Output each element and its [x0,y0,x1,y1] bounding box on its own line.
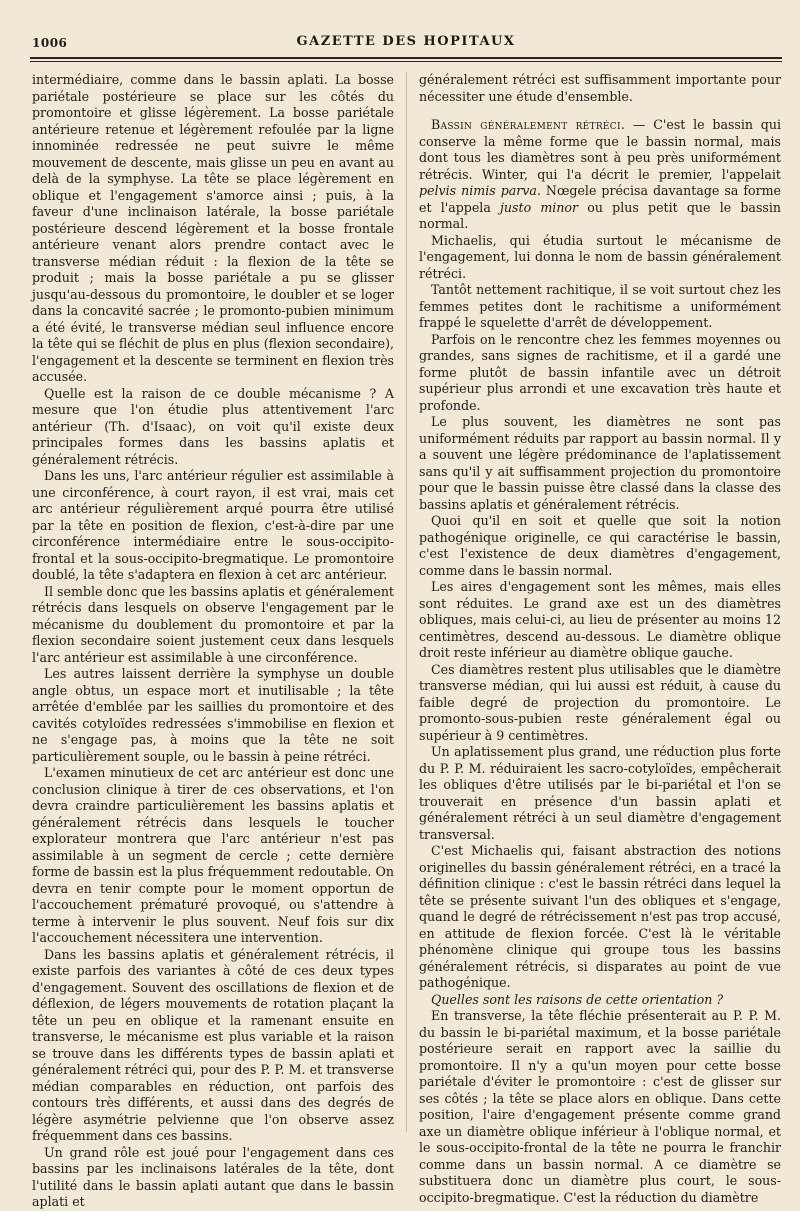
italic-question: Quelles sont les raisons de cette orientation ? [431,991,724,1007]
paragraph: Un grand rôle est joué pour l'engagement dans ces bassins par les inclinaisons latérales de la tête, dont l'utilité dans le bassin aplati autant que dans le bassin aplati et [32,1144,394,1209]
paragraph: Dans les uns, l'arc antérieur régulier est assimilable à une circonférence, à court rayon, il est vrai, mais cet arc antérieur régulièrement arqué pourra être utilisé par la tête en position de flexion, c'est-à-dire par une circonférence intermédiaire entre le sous-occipito-frontal et la sous-occipito-bregmatique. Le promontoire doublé, la tête s'adaptera en flexion à cet arc antérieur. [32,468,394,582]
journal-title: GAZETTE DES HOPITAUX [296,34,516,49]
section-heading: Bassin généralement rétréci. [431,117,626,132]
column-divider [406,72,407,1132]
header-rule-thin [30,61,782,62]
paragraph: En transverse, la tête fléchie présenterait au P. P. M. du bassin le bi-pariétal maximum, et la bosse pariétale postérieure serait en rapport avec la saillie du promontoire. Il n'y a qu'un moyen pour cette bosse pariétale d'éviter le promontoire : c'est de glisser sur ses côtés ; la tête se place alors en oblique. Dans cette position, l'aire d'engagement présente comme grand axe un diamètre oblique inférieur à l'oblique normal, et le sous-occipito-frontal de la tête ne pourra le franchir comme dans un bassin normal. A ce diamètre se substituera donc un diamètre plus court, le sous-occipito-bregmatique. C'est la réduction du diamètre [419,1008,781,1205]
paragraph: Ces diamètres restent plus utilisables que le diamètre transverse médian, qui lui aussi est réduit, à cause du faible degré de projection du promontoire. Le promonto-sous-pubien reste généralement égal ou supérieur à 9 centimètres. [419,661,781,743]
paragraph: Michaelis, qui étudia surtout le mécanisme de l'engagement, lui donna le nom de bassin généralement rétréci. [419,232,781,281]
paragraph: Quoi qu'il en soit et quelle que soit la notion pathogénique originelle, ce qui caractérise le bassin, c'est l'existence de deux diamètres d'engagement, comme dans le bassin normal. [419,513,781,578]
latin-term: justo minor [500,199,579,215]
paragraph: Les autres laissent derrière la symphyse un double angle obtus, un espace mort et inutilisable ; la tête arrêtée d'emblée par les saillies du promontoire et des cavités cotyloïdes redressées s'immobilise en flexion et ne s'engage pas, à moins que la tête ne soit particulièrement souple, ou le bassin à peine rétréci. [32,666,394,764]
section-paragraph: Bassin généralement rétréci. — C'est le bassin qui conserve la même forme que le bassin normal, mais dont tous les diamètres sont à peu près uniformément rétrécis. Winter, qui l'a décrit le premier, l'appelait pelvis nimis parva. Nœgele précisa davantage sa forme et l'appela justo minor ou plus petit que le bassin normal. [419,117,782,231]
paragraph: Les aires d'engagement sont les mêmes, mais elles sont réduites. Le grand axe est un des diamètres obliques, mais celui-ci, au lieu de présenter au moins 12 centimètres, descend au-dessous. Le diamètre oblique droit reste inférieur au diamètre oblique gauche. [419,579,781,660]
paragraph: généralement rétréci est suffisamment importante pour nécessiter une étude d'ensemble. [419,72,781,104]
paragraph: Le plus souvent, les diamètres ne sont pas uniformément réduits par rapport au bassin normal. Il y a souvent une légère prédominance de l'aplatissement sans qu'il y ait suffisamment projection du promontoire pour que le bassin puisse être classé dans la classe des bassins aplatis et généralement rétrécis. [419,414,781,512]
paragraph: Quelle est la raison de ce double mécanisme ? A mesure que l'on étudie plus attentivement l'arc antérieur (Th. d'Isaac), on voit qu'il existe deux principales formes dans les bassins aplatis et généralement rétrécis. [32,385,394,467]
header-rule-thick [30,57,782,59]
paragraph: L'examen minutieux de cet arc antérieur est donc une conclusion clinique à tirer de ces observations, et l'on devra craindre particulièrement les bassins aplatis et généralement rétrécis dans lesquels le toucher explorateur montrera que l'arc antérieur n'est pas assimilable à un segment de cercle ; cette dernière forme de bassin est la plus fréquemment redoutable. On devra en tenir compte pour le moment opportun de l'accouchement prématuré provoqué, ou s'attendre à terme à intervenir le plus souvent. Neuf fois sur dix l'accouchement nécessitera une intervention. [32,765,394,945]
left-column [32,72,394,1211]
paragraph: C'est Michaelis qui, faisant abstraction des notions originelles du bassin généralement rétréci, en a tracé la définition clinique : c'est le bassin rétréci dans lequel la tête se présente suivant l'un des obliques et s'engage, quand le degré de rétrécissement n'est pas trop accusé, en attitude de flexion forcée. C'est là le véritable phénomène clinique qui groupe tous les bassins généralement rétrécis, si disparates au point de vue pathogénique. [419,843,781,990]
paragraph: Il semble donc que les bassins aplatis et généralement rétrécis dans lesquels on observe l'engagement par le mécanisme du doublement du promontoire et par la flexion secondaire soient justement ceux dans lesquels l'arc antérieur est assimilable à une circonférence. [32,583,394,665]
latin-term: pelvis nimis parva [419,183,537,198]
running-header [30,30,782,54]
paragraph: Parfois on le rencontre chez les femmes moyennes ou grandes, sans signes de rachitisme, et il a gardé une forme plutôt de bassin infantile avec un détroit supérieur plus arrondi et une excavation très haute et profonde. [419,331,781,413]
paragraph: Tantôt nettement rachitique, il se voit surtout chez les femmes petites dont le rachitisme a uniformément frappé le squelette d'arrêt de développement. [419,282,781,330]
paragraph: Un aplatissement plus grand, une réduction plus forte du P. P. M. réduiraient les sacro-cotyloïdes, empêcherait les obliques d'être utilisés par le bi-pariétal et l'on se trouverait en présence d'un bassin aplati et généralement rétréci à un seul diamètre d'engagement transversal. [419,744,781,842]
right-column [419,72,781,1206]
page-number: 1006 [32,36,68,50]
paragraph: intermédiaire, comme dans le bassin aplati. La bosse pariétale postérieure se place sur les côtés du promontoire et glisse légèrement. La bosse pariétale antérieure retenue et légèrement refoulée par la ligne innominée redressée ne peut suivre le même mouvement de descente, mais glisse un peu en avant au delà de la symphyse. La tête se place légèrement en oblique et l'engagement s'amorce ainsi ; puis, à la faveur d'une inclinaison latérale, la bosse pariétale postérieure descend légèrement et la bosse frontale antérieure venant alors prendre contact avec le transverse médian réduit : la flexion de la tête se produit ; mais la bosse pariétale a pu se glisser jusqu'au-dessous du promontoire, le doubler et se loger dans la concavité sacrée ; le promonto-pubien minimum a été évité, le transverse médian seul influence encore la tête qui se fléchit de plus en plus (flexion secondaire), l'engagement et la descente se terminent en flexion très accusée. [32,72,394,384]
paragraph: Dans les bassins aplatis et généralement rétrécis, il existe parfois des variantes à côté de ces deux types d'engagement. Souvent des oscillations de flexion et de déflexion, de légers mouvements de rotation plaçant la tête un peu en oblique et la ramenant ensuite en transverse, le mécanisme est plus variable et la raison se trouve dans les différents types de bassin aplati et généralement rétréci qui, pour des P. P. M. et transverse médian comparables en réduction, ont parfois des contours très différents, et aussi dans des degrés de légère asymétrie pelvienne que l'on observe assez fréquemment dans ces bassins. [32,946,394,1143]
